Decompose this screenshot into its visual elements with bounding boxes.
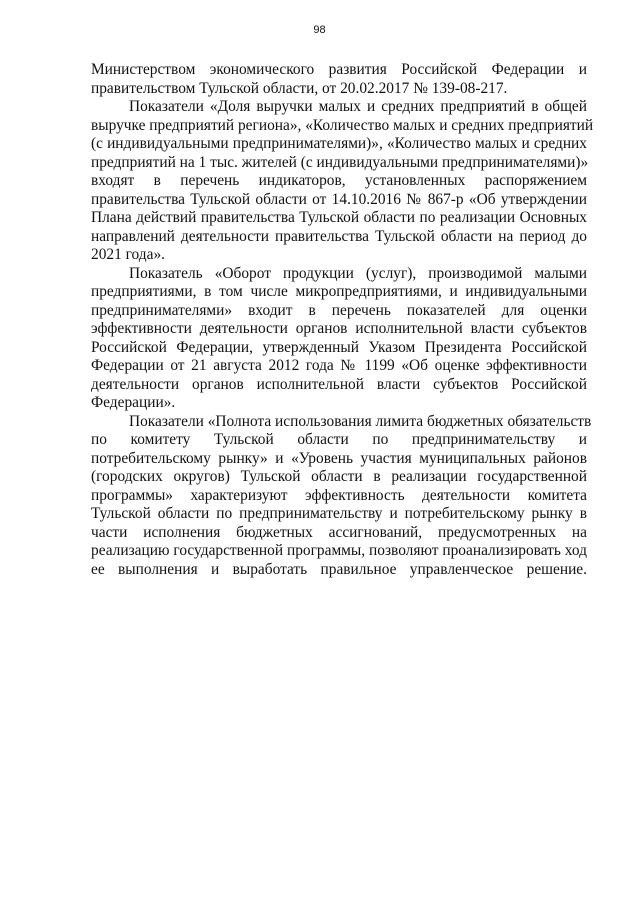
text-line: Показатель «Оборот продукции (услуг), производимой малыми: [129, 264, 587, 282]
text-line: (с индивидуальными предпринимателями)», «Количество малых и средних: [91, 135, 587, 152]
page-number: 98: [313, 24, 326, 36]
text-line: Тульской области по предпринимательству и потребительскому рынку в: [91, 505, 587, 522]
document-body: [91, 61, 594, 579]
text-line: предприятий на 1 тыс. жителей (с индивидуальными предпринимателями)»: [91, 153, 589, 171]
text-line: правительства Тульской области от 14.10.2016 № 867-р «Об утверждении: [91, 190, 587, 208]
text-line: части исполнения бюджетных ассигнований, предусмотренных на: [91, 523, 587, 541]
paragraph-4: [91, 412, 592, 580]
text-line: направлений деятельности правительства Тульской области на период до: [91, 227, 587, 245]
text-line: Федерации от 21 августа 2012 года № 1199 «Об оценке эффективности: [91, 357, 587, 374]
text-line: (городских округов) Тульской области в реализации государственной: [91, 468, 587, 485]
text-line: выручке предприятий региона», «Количество малых и средних предприятий: [91, 116, 594, 134]
text-line: Плана действий правительства Тульской области по реализации Основных: [91, 209, 587, 226]
paragraph-2: [91, 98, 594, 265]
text-line: реализацию государственной программы, позволяют проанализировать ход: [91, 542, 587, 559]
text-line: предпринимателями» входит в перечень показателей для оценки: [91, 301, 587, 319]
text-line: Федерации».: [91, 394, 176, 411]
text-line: 2021 года».: [91, 246, 166, 263]
text-line: по комитету Тульской области по предпринимательству и: [91, 431, 587, 448]
text-line: программы» характеризуют эффективность деятельности комитета: [91, 486, 587, 504]
paragraph-1: [91, 61, 587, 98]
text-line: эффективности деятельности органов исполнительной власти субъектов: [91, 320, 587, 337]
text-line: Показатели «Полнота использования лимита бюджетных обязательств: [129, 412, 592, 430]
text-line: правительством Тульской области, от 20.02.2017 № 139-08-217.: [91, 79, 508, 97]
text-line: ее выполнения и выработать правильное управленческое решение.: [91, 560, 587, 578]
text-line: потребительскому рынку» и «Уровень участия муниципальных районов: [91, 449, 587, 467]
paragraph-3: [91, 265, 587, 413]
text-line: предприятиями, в том числе микропредприятиями, и индивидуальными: [91, 283, 587, 300]
text-line: Показатели «Доля выручки малых и средних предприятий в общей: [129, 98, 587, 115]
text-line: входят в перечень индикаторов, установленных распоряжением: [91, 172, 587, 189]
text-line: деятельности органов исполнительной власти субъектов Российской: [91, 375, 587, 393]
text-line: Российской Федерации, утвержденный Указом Президента Российской: [91, 338, 587, 356]
text-line: Министерством экономического развития Российской Федерации и: [91, 61, 587, 78]
